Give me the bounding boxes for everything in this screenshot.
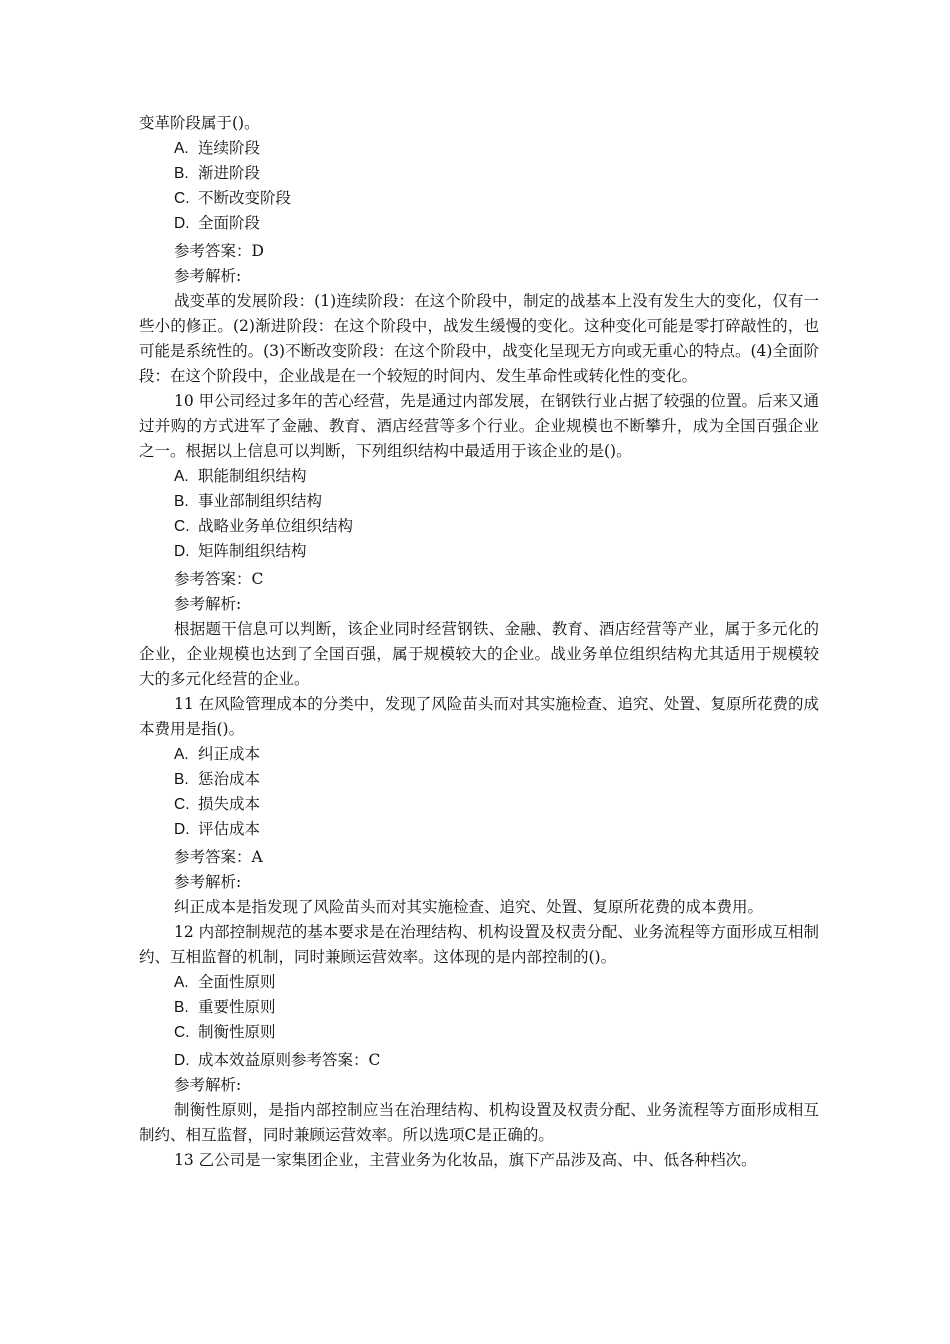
answer-line: 参考答案：A [174, 848, 263, 866]
question-13-block [139, 1148, 819, 1173]
analysis-label: 参考解析: [174, 873, 242, 891]
option-a: A. 连续阶段 [174, 139, 261, 157]
option-c: C. 制衡性原则 [174, 1023, 276, 1041]
option-c: C. 不断改变阶段 [174, 189, 292, 207]
analysis-text: 纠正成本是指发现了风险苗头而对其实施检查、追究、处置、复原所花费的成本费用。 [174, 898, 764, 916]
question-stem: 11 在风险管理成本的分类中，发现了风险苗头而对其实施检查、追究、处置、复原所花费的成本费用是指()。 [139, 695, 819, 738]
analysis-label: 参考解析: [174, 1076, 242, 1094]
question-11-block [139, 692, 819, 920]
document-page [139, 111, 819, 1173]
analysis-text: 根据题干信息可以判断，该企业同时经营钢铁、金融、教育、酒店经营等产业，属于多元化的企业，企业规模也达到了全国百强，属于规模较大的企业。战业务单位组织结构尤其适用于规模较大的多元化经营的企业。 [139, 620, 819, 688]
option-d-with-answer: D. 成本效益原则参考答案：C [174, 1051, 381, 1069]
analysis-label: 参考解析: [174, 267, 242, 285]
option-b: B. 惩治成本 [174, 770, 261, 788]
question-stem: 12 内部控制规范的基本要求是在治理结构、机构设置及权责分配、业务流程等方面形成互相制约、互相监督的机制，同时兼顾运营效率。这体现的是内部控制的()。 [139, 923, 819, 966]
analysis-text: 制衡性原则，是指内部控制应当在治理结构、机构设置及权责分配、业务流程等方面形成相互制约、相互监督，同时兼顾运营效率。所以选项C是正确的。 [139, 1101, 819, 1144]
analysis-text: 战变革的发展阶段：(1)连续阶段：在这个阶段中，制定的战基本上没有发生大的变化，仅有一些小的修正。(2)渐进阶段：在这个阶段中，战发生缓慢的变化。这种变化可能是零打碎敲性的，也可能是系统性的。(3)不断改变阶段：在这个阶段中，战变化呈现无方向或无重心的特点。(4)全面阶段：在这个阶段中，企业战是在一个较短的时间内、发生革命性或转化性的变化。 [139, 292, 819, 385]
option-d: D. 评估成本 [174, 820, 261, 838]
answer-line: 参考答案：C [174, 570, 264, 588]
option-a: A. 纠正成本 [174, 745, 261, 763]
option-d: D. 矩阵制组织结构 [174, 542, 307, 560]
option-b: B. 重要性原则 [174, 998, 276, 1016]
continued-question-line: 变革阶段属于()。 [139, 114, 260, 132]
question-10-block [139, 389, 819, 692]
option-b: B. 渐进阶段 [174, 164, 261, 182]
option-b: B. 事业部制组织结构 [174, 492, 323, 510]
answer-line: 参考答案：D [174, 242, 264, 260]
analysis-label: 参考解析: [174, 595, 242, 613]
question-12-block [139, 920, 819, 1148]
question-stem: 13 乙公司是一家集团企业，主营业务为化妆品，旗下产品涉及高、中、低各种档次。 [174, 1151, 757, 1169]
option-c: C. 战略业务单位组织结构 [174, 517, 354, 535]
question-stem: 10 甲公司经过多年的苦心经营，先是通过内部发展，在钢铁行业占据了较强的位置。后来又通过并购的方式进军了金融、教育、酒店经营等多个行业。企业规模也不断攀升，成为全国百强企业之一。根据以上信息可以判断，下列组织结构中最适用于该企业的是()。 [139, 392, 819, 460]
option-a: A. 职能制组织结构 [174, 467, 307, 485]
option-a: A. 全面性原则 [174, 973, 276, 991]
question-9-block [139, 136, 819, 389]
option-d: D. 全面阶段 [174, 214, 261, 232]
option-c: C. 损失成本 [174, 795, 261, 813]
